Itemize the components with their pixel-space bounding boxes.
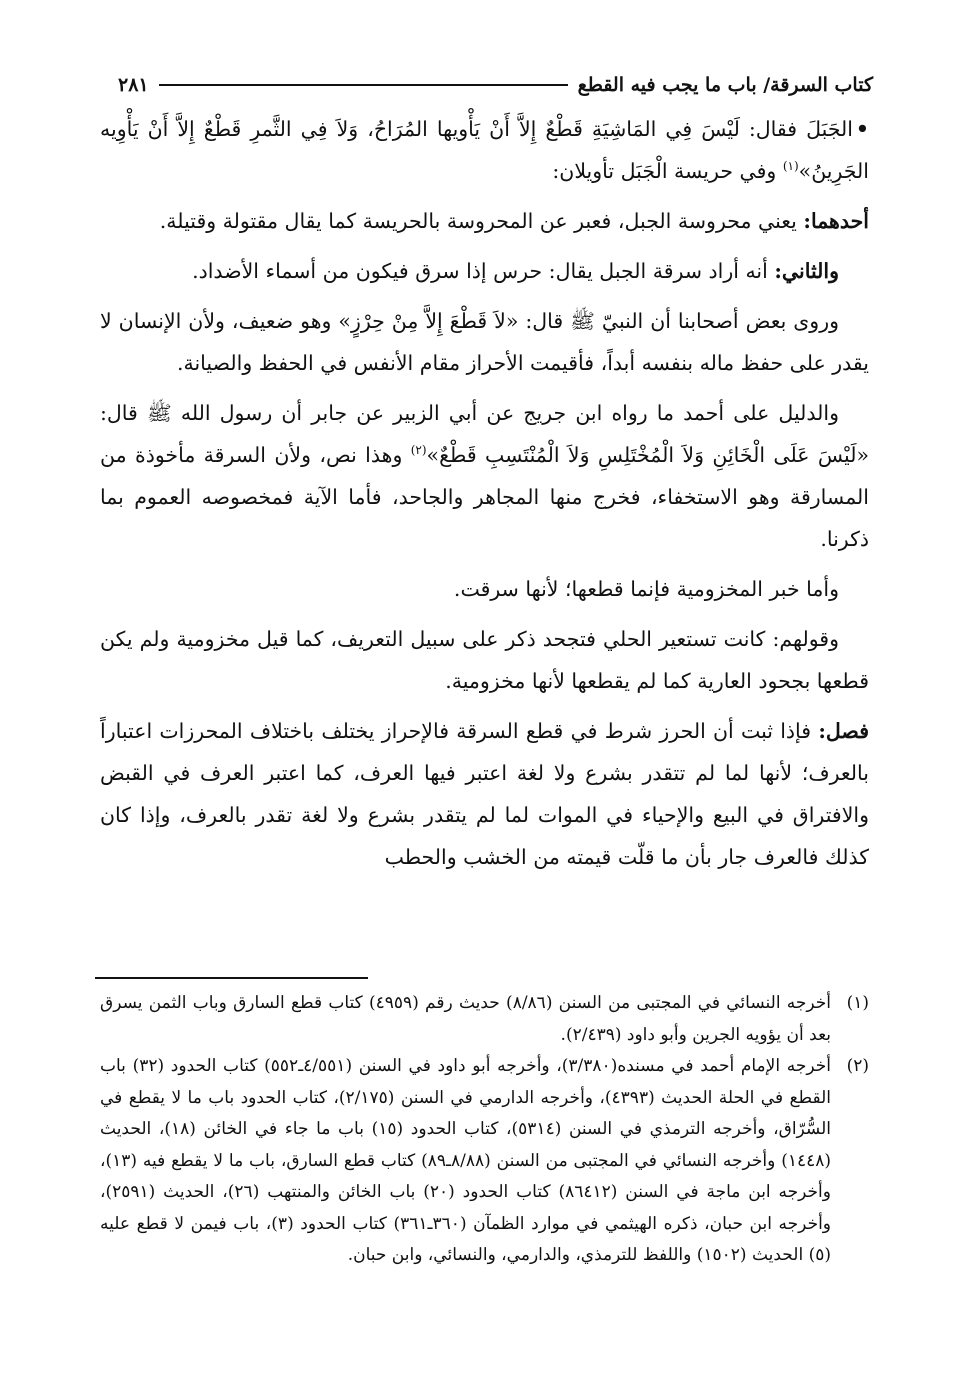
paragraph-text: وروى بعض أصحابنا أن النبيّ ﷺ قال: «لاَ قَطْعَ إِلاَّ مِنْ حِرْزٍ» وهو ضعيف، ولأن الإنسان لا يقدر على حفظ ماله بنفسه أبداً، فأقيمت الأحراز مقام الأنفس في الحفظ والصيانة.	[100, 309, 869, 375]
footnote-2	[100, 1051, 869, 1272]
footnotes	[100, 988, 869, 1272]
paragraph-text: أنه أراد سرقة الجبل يقال: حرس إذا سرق فيكون من أسماء الأضداد.	[192, 259, 775, 283]
paragraph-5-continuation: وهذا نص، ولأن السرقة مأخوذة من المسارقة وهو الاستخفاء، فخرج منها المجاهر والجاحد، فأما الآية فمخصوصه العموم بما ذكرنا.	[100, 443, 869, 551]
footnote-text: أخرجه الإمام أحمد في مسنده(٣/٣٨٠)، وأخرجه أبو داود في السنن (٤/٥٥١ـ٥٥٢) كتاب الحدود (٣٢) باب القطع في الحلة الحديث (٤٣٩٣)، وأخرجه الدارمي في السنن (٢/١٧٥)، كتاب الحدود باب ما لا يقطع في السُّرّاق، وأخرجه الترمذي في السنن (٥٣١٤)، كتاب الحدود (١٥) باب ما جاء في الخائن (١٨)، الحديث (١٤٤٨) وأخرجه النسائي في المجتبى من السنن (٨/٨٨ـ٨٩) كتاب قطع السارق، باب ما لا يقطع فيه (١٣)، وأخرجه ابن ماجة في السنن (٨٦٤١٢) كتاب الحدود (٢٠) باب الخائن والمنتهب (٢٦)، الحديث (٢٥٩١)، وأخرجه ابن حبان، ذكره الهيثمي في موارد الظمآن (٣٦٠ـ٣٦١) كتاب الحدود (٣)، باب فيمن لا قطع عليه (٥) الحديث (١٥٠٢) واللفظ للترمذي، والدارمي، والنسائي، وابن حبان.	[100, 1056, 832, 1265]
paragraph-2	[100, 200, 869, 242]
paragraph-5	[100, 392, 869, 560]
footnote-number: (٢)	[846, 1056, 869, 1076]
paragraph-text: فإذا ثبت أن الحرز شرط في قطع السرقة فالإحراز يختلف باختلاف المحرزات اعتباراً بالعرف؛ لأنها لما لم تتقدر بشرع ولا لغة اعتبر فيها العرف، كما اعتبر العرف في القبض والافتراق في البيع والإحياء في الموات لما لم يتقدر بشرع ولا لغة تقدر بالعرف، وإذا كان كذلك فالعرف جار بأن ما قلّت قيمته من الخشب والحطب	[100, 719, 869, 869]
paragraph-lead: والثاني:	[774, 259, 839, 283]
paragraph-text: والدليل على أحمد ما رواه ابن جريج عن أبي الزبير عن جابر أن رسول الله ﷺ قال: «لَيْسَ عَلَى الْخَائِنِ وَلاَ الْمُخْتَلِسِ وَلاَ الْمُنْتَسِبِ قَطْعٌ»	[100, 401, 870, 467]
main-text	[100, 108, 869, 886]
paragraph-6	[100, 568, 869, 610]
paragraph-4	[100, 300, 869, 384]
paragraph-text: يعني محروسة الجبل، فعبر عن المحروسة بالحريسة كما يقال مقتولة وقتيلة.	[159, 209, 804, 233]
paragraph-1	[100, 108, 869, 192]
paragraph-1-continuation: وفي حريسة الْجَبَل تأويلان:	[552, 159, 783, 183]
footnote-ref-2: (٢)	[410, 443, 427, 458]
footnote-text: أخرجه النسائي في المجتبى من السنن (٨/٨٦) حديث رقم (٤٩٥٩) كتاب قطع السارق وباب الثمن يسرق بعد أن يؤويه الجرين وأبو داود (٢/٤٣٩).	[100, 993, 832, 1045]
paragraph-text: وأما خبر المخزومية فإنما قطعها؛ لأنها سرقت.	[453, 577, 839, 601]
footnote-separator	[95, 977, 368, 979]
footnote-number: (١)	[846, 993, 869, 1013]
header-rule	[159, 84, 568, 86]
page-number: ٢٨١	[118, 74, 149, 96]
footnote-ref-1: (١)	[782, 159, 799, 174]
paragraph-text: وقولهم: كانت تستعير الحلي فتجحد ذكر على سبيل التعريف، كما قيل مخزومية ولم يكن قطعها بجحود العارية كما لم يقطعها لأنها مخزومية.	[100, 627, 869, 693]
paragraph-8	[100, 710, 869, 878]
footnote-1	[100, 988, 869, 1051]
running-header	[118, 68, 873, 102]
paragraph-3	[100, 250, 869, 292]
paragraph-7	[100, 618, 869, 702]
paragraph-lead: أحدهما:	[803, 209, 869, 233]
bullet-marker: •	[855, 117, 869, 141]
hadith-text: الجَبَلَ فقال: لَيْسَ فِي المَاشِيَةِ قَطْعٌ إِلاَّ أَنْ يَأْويها المُرَاحُ، وَلاَ فِي الثَّمرِ قَطْعٌ إِلاَّ أَنْ يَأْوِيه الجَرِينُ»	[100, 117, 869, 183]
paragraph-lead: فصل:	[818, 719, 869, 743]
header-title: كتاب السرقة/ باب ما يجب فيه القطع	[577, 74, 873, 96]
